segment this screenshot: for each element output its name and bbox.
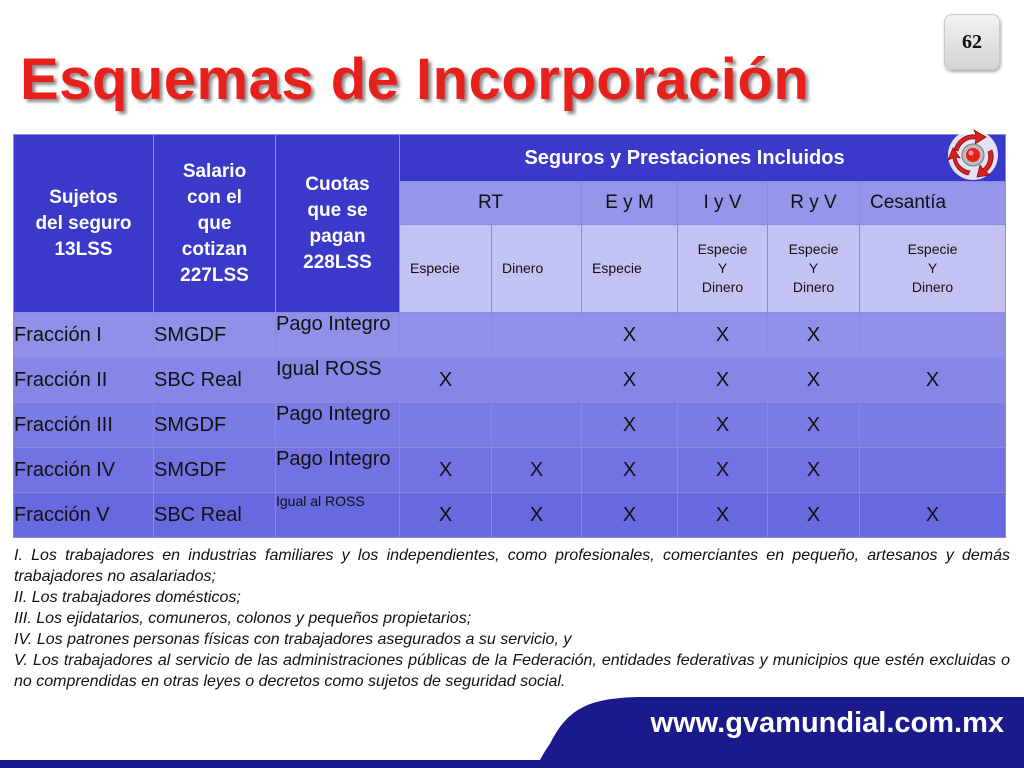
header-branch-ryv: R y V [768, 182, 860, 225]
header-branch-iyv: I y V [678, 182, 768, 225]
benefit-iyv: Especie Y Dinero [678, 225, 768, 313]
header-branch-cesantia: Cesantía [860, 182, 1006, 225]
benefit-rt-especie: Especie [400, 225, 492, 313]
table-row: Fracción I SMGDF Pago Integro X X X [14, 313, 1006, 358]
header-cuotas: Cuotas que se pagan 228LSS [276, 135, 400, 313]
header-salario: Salario con el que cotizan 227LSS [154, 135, 276, 313]
table-row: Fracción IV SMGDF Pago Integro X X X X X [14, 448, 1006, 493]
table-row: Fracción III SMGDF Pago Integro X X X [14, 403, 1006, 448]
page-number-badge: 62 [944, 14, 1000, 70]
benefit-cesantia: Especie Y Dinero [860, 225, 1006, 313]
table-row: Fracción V SBC Real Igual al ROSS X X X X X X [14, 493, 1006, 538]
benefit-eym-especie: Especie [582, 225, 678, 313]
note-item: III. Los ejidatarios, comuneros, colonos y pequeños propietarios; [14, 610, 472, 627]
slide-title: Esquemas de Incorporación [20, 47, 810, 112]
header-branch-eym: E y M [582, 182, 678, 225]
table-row: Fracción II SBC Real Igual ROSS X X X X X [14, 358, 1006, 403]
header-branch-rt: RT [400, 182, 582, 225]
note-item: I. Los trabajadores en industrias familiares y los independientes, como profesionales, comerciantes en pequeño, artesanos y demás trabajadores no asalariados; [14, 547, 1010, 585]
website-url[interactable]: www.gvamundial.com.mx [650, 707, 1004, 739]
header-seguros-group: Seguros y Prestaciones Incluidos [400, 135, 1006, 182]
note-item: II. Los trabajadores domésticos; [14, 589, 241, 606]
note-item: IV. Los patrones personas físicas con trabajadores asegurados a su servicio, y [14, 631, 572, 648]
header-sujetos: Sujetos del seguro 13LSS [14, 135, 154, 313]
benefit-ryv: Especie Y Dinero [768, 225, 860, 313]
note-item: V. Los trabajadores al servicio de las administraciones públicas de la Federación, entidades federativas y municipios que estén excluidas o no comprendidas en otras leyes o decretos como sujetos de seguridad social. [14, 652, 1010, 690]
benefit-rt-dinero: Dinero [492, 225, 582, 313]
